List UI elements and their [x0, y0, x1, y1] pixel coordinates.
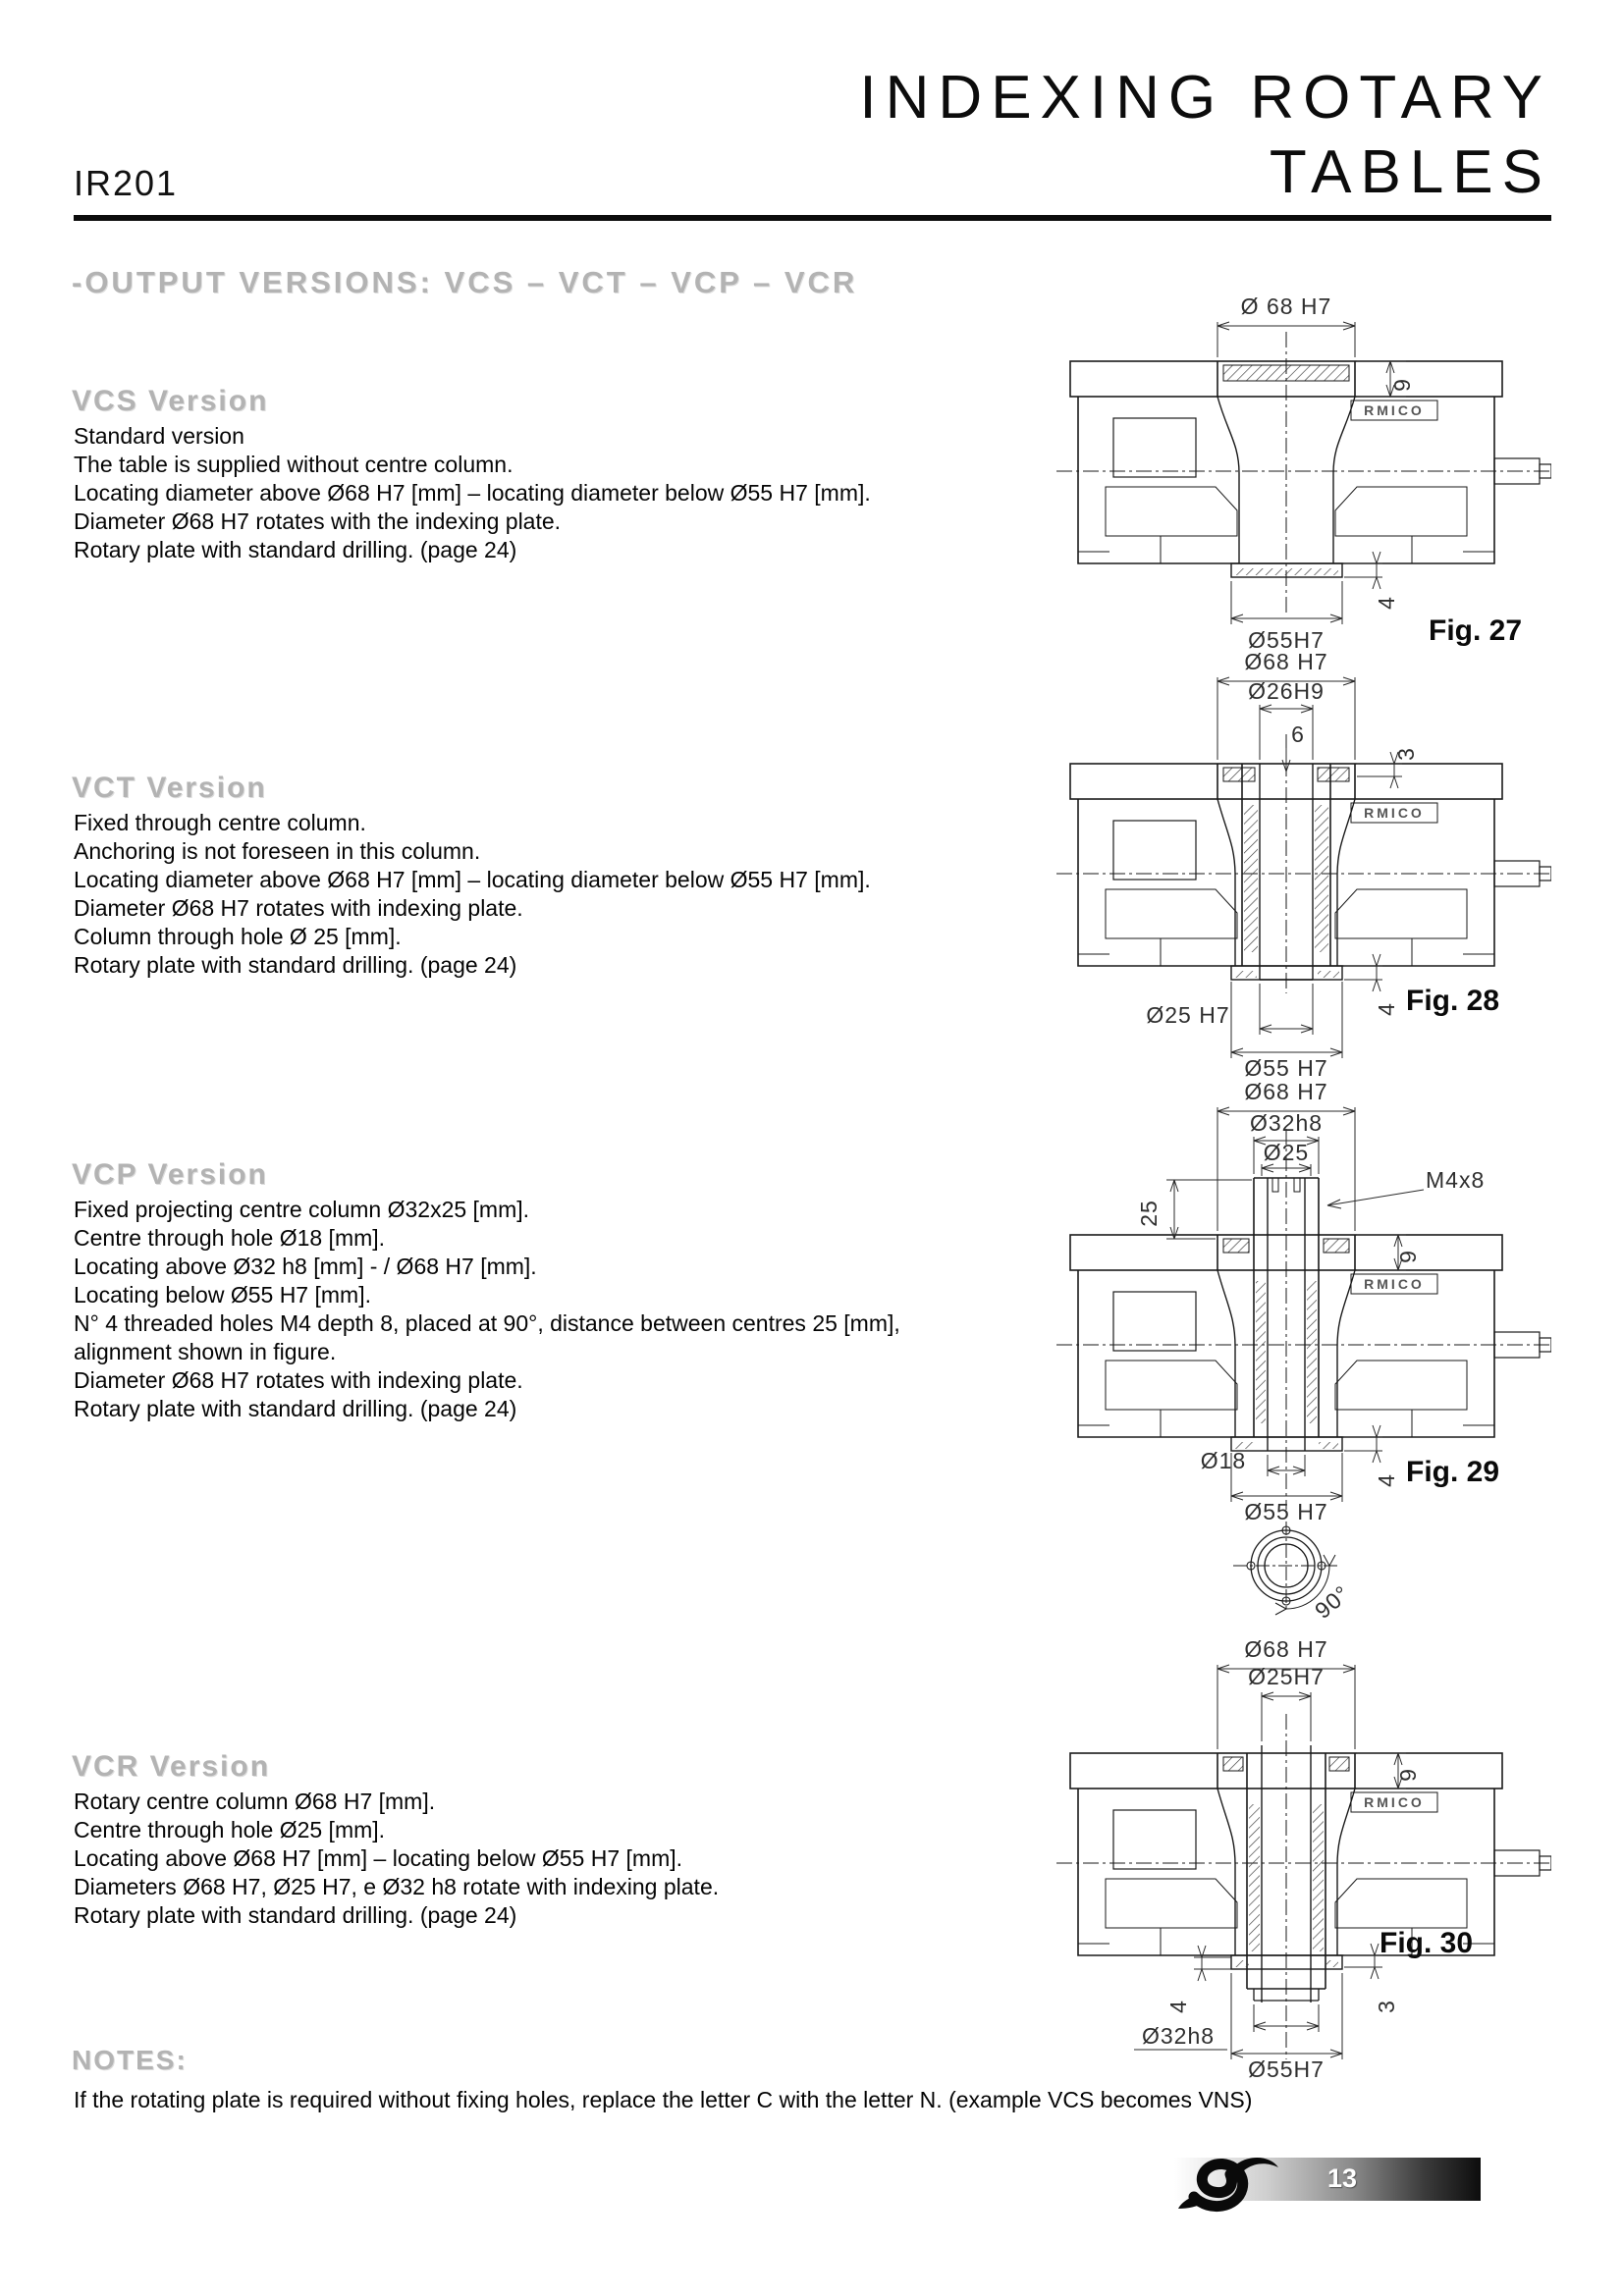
dim-label-d25: Ø25: [1263, 1140, 1310, 1165]
dim-label-d25: Ø25 H7: [1146, 1002, 1230, 1028]
dim-label-d55: Ø55 H7: [1244, 1499, 1328, 1524]
vcp-line: Centre through hole Ø18 [mm].: [74, 1225, 386, 1251]
fig-29-label: Fig. 29: [1406, 1456, 1500, 1488]
vcp-line: Rotary plate with standard drilling. (page 24): [74, 1396, 517, 1421]
brand-logo-text: RMICO: [1364, 805, 1425, 821]
dim-label-9: 9: [1389, 378, 1415, 392]
vcp-line: alignment shown in figure.: [74, 1339, 337, 1364]
vcs-line: Diameter Ø68 H7 rotates with the indexing plate.: [74, 508, 562, 534]
vcs-line: Rotary plate with standard drilling. (page 24): [74, 537, 517, 562]
dim-label-6: 6: [1291, 721, 1305, 747]
model-code: IR201: [74, 163, 179, 203]
page-number: 13: [1327, 2163, 1358, 2193]
dim-label-3: 3: [1393, 747, 1419, 761]
vcr-line: Centre through hole Ø25 [mm].: [74, 1817, 386, 1842]
page-title-line1: INDEXING ROTARY: [859, 64, 1551, 132]
dim-label-d32: Ø32h8: [1249, 1110, 1324, 1136]
dim-label-3: 3: [1374, 2000, 1399, 2013]
vct-heading: VCT Version: [72, 772, 267, 804]
dim-label-d26: Ø26H9: [1248, 678, 1325, 704]
dim-label-d68: Ø68 H7: [1244, 1636, 1328, 1662]
output-versions-heading: -OUTPUT VERSIONS: VCS – VCT – VCP – VCR: [72, 265, 858, 299]
dim-label-d32: Ø32h8: [1141, 2023, 1216, 2049]
fig-27-label: Fig. 27: [1429, 614, 1523, 647]
vcr-line: Diameters Ø68 H7, Ø25 H7, e Ø32 h8 rotate with indexing plate.: [74, 1874, 720, 1899]
vcp-line: Locating below Ø55 H7 [mm].: [74, 1282, 371, 1308]
vct-body: [74, 809, 1046, 980]
page-title-line2: TABLES: [1269, 138, 1551, 206]
vcs-line: The table is supplied without centre column.: [74, 452, 514, 477]
dim-label-d55: Ø55 H7: [1244, 1055, 1328, 1080]
vct-line: Column through hole Ø 25 [mm].: [74, 924, 402, 949]
fig-29-drawing: [1041, 1070, 1551, 1625]
fig27-section: [1217, 332, 1355, 614]
fig-28-label: Fig. 28: [1406, 985, 1500, 1017]
brand-logo-text: RMICO: [1364, 1794, 1425, 1810]
fig28-section: [1217, 734, 1355, 993]
dim-label-25: 25: [1136, 1200, 1162, 1227]
vcr-line: Locating above Ø68 H7 [mm] – locating below Ø55 H7 [mm].: [74, 1845, 683, 1871]
vcp-line: Fixed projecting centre column Ø32x25 [mm].: [74, 1197, 530, 1222]
vcs-body: [74, 422, 1046, 564]
vcs-line: Locating diameter above Ø68 H7 [mm] – locating diameter below Ø55 H7 [mm].: [74, 480, 871, 506]
dim-label-4: 4: [1374, 1002, 1399, 1016]
notes-text: If the rotating plate is required without fixing holes, replace the letter C with the letter N. (example VCS becomes VNS): [74, 2087, 1253, 2112]
dim-label-d55: Ø55H7: [1248, 2056, 1325, 2082]
vcr-heading: VCR Version: [72, 1750, 271, 1783]
dim-label-9: 9: [1395, 1250, 1421, 1263]
dim-label-4: 4: [1165, 2000, 1191, 2013]
vcr-body: [74, 1788, 1046, 1930]
vcr-line: Rotary plate with standard drilling. (page 24): [74, 1902, 517, 1928]
vcs-line: Standard version: [74, 423, 244, 449]
vct-line: Anchoring is not foreseen in this column.: [74, 838, 481, 864]
fig-30-drawing: [1041, 1628, 1551, 2089]
vct-line: Rotary plate with standard drilling. (page 24): [74, 952, 517, 978]
fig-27-drawing: [1041, 275, 1551, 663]
notes-heading: NOTES:: [72, 2045, 188, 2075]
dim-label-d68: Ø68 H7: [1244, 649, 1328, 674]
fig29-dimension-lines: [1166, 1107, 1424, 1502]
vcp-body: [74, 1196, 1046, 1423]
vcp-line: Locating above Ø32 h8 [mm] - / Ø68 H7 [mm].: [74, 1254, 537, 1279]
page-title: [859, 61, 1551, 210]
dim-label-4: 4: [1374, 596, 1399, 610]
dim-label-m4x8: M4x8: [1426, 1167, 1486, 1193]
fig30-section: [1217, 1714, 1355, 2059]
brand-logo-text: RMICO: [1364, 1276, 1425, 1292]
vcp-line: Diameter Ø68 H7 rotates with indexing plate.: [74, 1367, 523, 1393]
header-rule: [74, 215, 1551, 221]
vct-line: Fixed through centre column.: [74, 810, 366, 835]
vcr-line: Rotary centre column Ø68 H7 [mm].: [74, 1789, 436, 1814]
dim-label-9: 9: [1395, 1768, 1421, 1782]
vcs-heading: VCS Version: [72, 385, 269, 417]
dim-label-90deg: 90°: [1310, 1579, 1355, 1624]
vct-line: Diameter Ø68 H7 rotates with indexing plate.: [74, 895, 523, 921]
company-logo-icon: [1176, 2146, 1294, 2216]
dim-label-d18: Ø18: [1200, 1448, 1247, 1473]
dim-label-d68: Ø68 H7: [1244, 1079, 1328, 1104]
vcp-heading: VCP Version: [72, 1158, 268, 1191]
dim-label-d55: Ø55H7: [1248, 627, 1325, 653]
brand-logo-text: RMICO: [1364, 402, 1425, 418]
vct-line: Locating diameter above Ø68 H7 [mm] – locating diameter below Ø55 H7 [mm].: [74, 867, 871, 892]
dim-label-4: 4: [1374, 1473, 1399, 1487]
fig-30-label: Fig. 30: [1380, 1927, 1474, 1959]
dim-label-d25: Ø25H7: [1248, 1664, 1325, 1689]
dim-label-d68: Ø 68 H7: [1240, 294, 1332, 319]
vcp-line: N° 4 threaded holes M4 depth 8, placed at 90°, distance between centres 25 [mm],: [74, 1310, 900, 1336]
